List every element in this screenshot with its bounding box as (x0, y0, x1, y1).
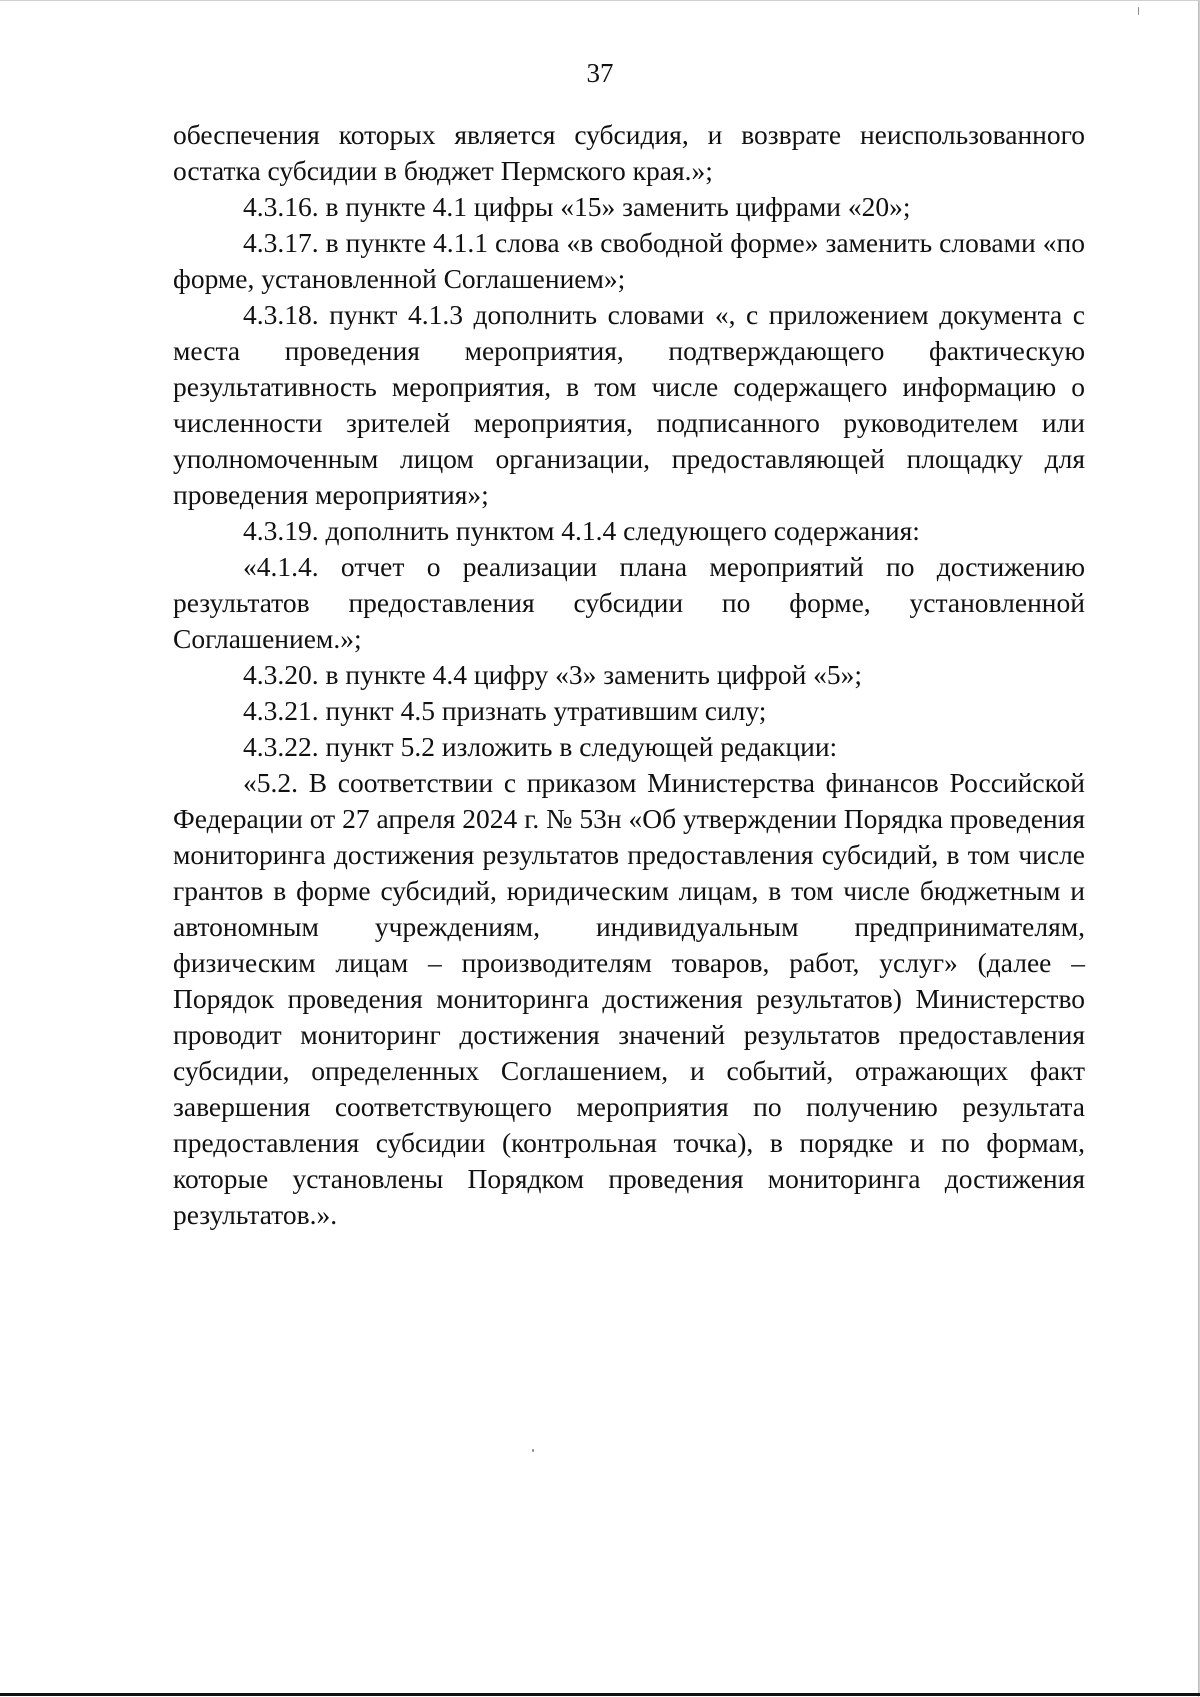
paragraph-4-3-17: 4.3.17. в пункте 4.1.1 слова «в свободной форме» заменить словами «по форме, установленной Соглашением»; (173, 227, 1085, 294)
paragraph-4-3-16: 4.3.16. в пункте 4.1 цифры «15» заменить цифрами «20»; (243, 191, 911, 222)
page-number: 37 (586, 58, 614, 88)
document-body (173, 117, 1085, 1233)
paragraph-4-3-18: 4.3.18. пункт 4.1.3 дополнить словами «, с приложением документа с места проведения мероприятия, подтверждающего фактическую результативность мероприятия, в том числе содержащего информацию о численности зрителей мероприятия, подписанного руководителем или уполномоченным лицом организации, предоставляющей площадку для проведения мероприятия»; (173, 299, 1085, 510)
scan-edge-right (1198, 1, 1199, 1697)
paragraph-4-3-22: 4.3.22. пункт 5.2 изложить в следующей редакции: (243, 731, 838, 762)
paragraph-4-3-20: 4.3.20. в пункте 4.4 цифру «3» заменить цифрой «5»; (243, 659, 863, 690)
paragraph-4-3-19: 4.3.19. дополнить пунктом 4.1.4 следующего содержания: (243, 515, 920, 546)
paragraph-5-2-quote: «5.2. В соответствии с приказом Министерства финансов Российской Федерации от 27 апреля 2024 г. № 53н «Об утверждении Порядка проведения мониторинга достижения результатов предоставления субсидий, в том числе грантов в форме субсидий, юридическим лицам, в том числе бюджетным и автономным учреждениям, индивидуальным предпринимателям, физическим лицам – производителям товаров, работ, услуг» (далее – Порядок проведения мониторинга достижения результатов) Министерство проводит мониторинг достижения значений результатов предоставления субсидии, определенных Соглашением, и событий, отражающих факт завершения соответствующего мероприятия по получению результата предоставления субсидии (контрольная точка), в порядке и по формам, которые установлены Порядком проведения мониторинга достижения результатов.». (173, 767, 1085, 1230)
scan-speck (532, 1449, 534, 1452)
paragraph-4-1-4-quote: «4.1.4. отчет о реализации плана мероприятий по достижению результатов предоставления субсидии по форме, установленной Соглашением.»; (173, 551, 1085, 654)
paragraph-1: обеспечения которых является субсидия, и возврате неиспользованного остатка субсидии в бюджет Пермского края.»; (173, 119, 1085, 186)
paragraph-4-3-21: 4.3.21. пункт 4.5 признать утратившим силу; (243, 695, 767, 726)
scan-speck (1138, 7, 1139, 15)
